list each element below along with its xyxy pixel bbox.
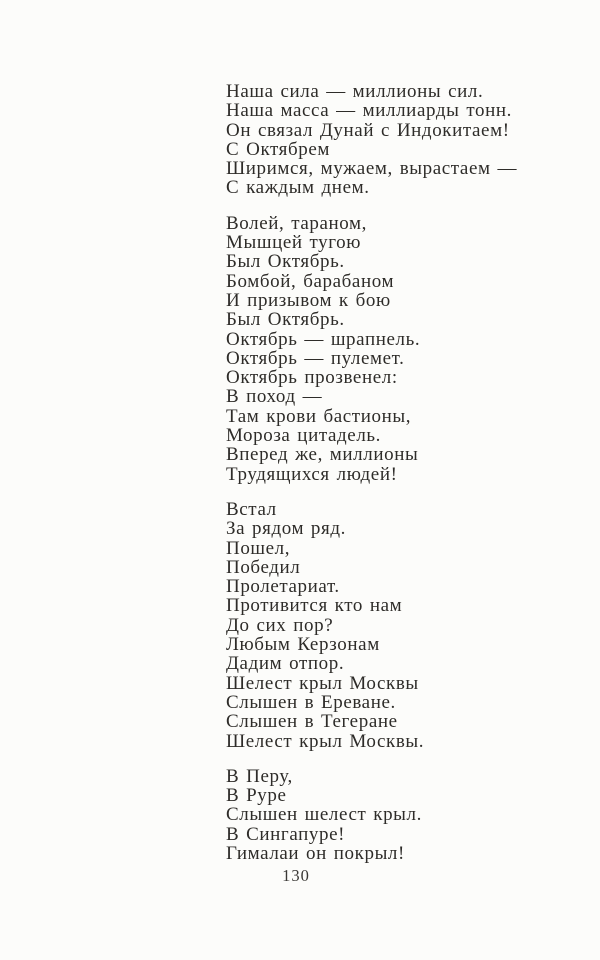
poem-stanza	[226, 82, 526, 198]
poem-stanza	[226, 767, 526, 863]
poem-line: Ширимся, мужаем, вырастаем —	[226, 158, 518, 180]
poem-line: За рядом ряд.	[226, 518, 346, 540]
poem-line: В Сингапуре!	[226, 823, 346, 845]
poem-line: Был Октябрь.	[226, 309, 345, 331]
poem-line: Противится кто нам	[226, 595, 403, 617]
poem-line: Слышен в Тегеране	[226, 711, 398, 733]
poem-line: Он связал Дунай с Индокитаем!	[226, 119, 510, 141]
poem-line: Шелест крыл Москвы.	[226, 730, 425, 752]
poem-line: С Октябрем	[226, 138, 331, 160]
poem-line: До сих пор?	[226, 614, 334, 636]
poem-line: Встал	[226, 498, 277, 520]
poem-line: В поход —	[226, 386, 323, 408]
poem-line: Мышцей тугою	[226, 232, 362, 254]
poem-line: В Перу,	[226, 765, 293, 787]
poem-line: Слышен шелест крыл.	[226, 804, 422, 826]
poem-line: В Руре	[226, 785, 287, 807]
poem-line: Пошел,	[226, 537, 291, 559]
poem-line: Пролетариат.	[226, 576, 340, 598]
poem-line: Наша масса — миллиарды тонн.	[226, 100, 512, 122]
poem-text-block	[226, 82, 526, 863]
poem-line: Там крови бастионы,	[226, 405, 412, 427]
poem-line: Октябрь — шрапнель.	[226, 328, 421, 350]
poem-line: Любым Керзонам	[226, 634, 380, 656]
poem-line: Победил	[226, 556, 301, 578]
page-number: 130	[282, 866, 310, 885]
poem-line: Трудящихся людей!	[226, 463, 398, 485]
poem-line: Октябрь — пулемет.	[226, 347, 405, 369]
poem-line: Вперед же, миллионы	[226, 444, 419, 466]
poem-line: Гималаи он покрыл!	[226, 842, 405, 864]
poem-stanza	[226, 214, 526, 484]
poem-line: Был Октябрь.	[226, 251, 345, 273]
poem-line: Волей, тараном,	[226, 212, 367, 234]
poem-line: Октябрь прозвенел:	[226, 367, 398, 389]
poem-line: С каждым днем.	[226, 177, 370, 199]
poem-line: Мороза цитадель.	[226, 425, 382, 447]
poem-line: Бомбой, барабаном	[226, 270, 395, 292]
poem-line: И призывом к бою	[226, 289, 391, 311]
poem-line: Дадим отпор.	[226, 653, 345, 675]
poem-line: Наша сила — миллионы сил.	[226, 81, 484, 102]
poem-line: Шелест крыл Москвы	[226, 672, 419, 694]
poem-stanza	[226, 500, 526, 751]
poem-line: Слышен в Ереване.	[226, 691, 396, 713]
